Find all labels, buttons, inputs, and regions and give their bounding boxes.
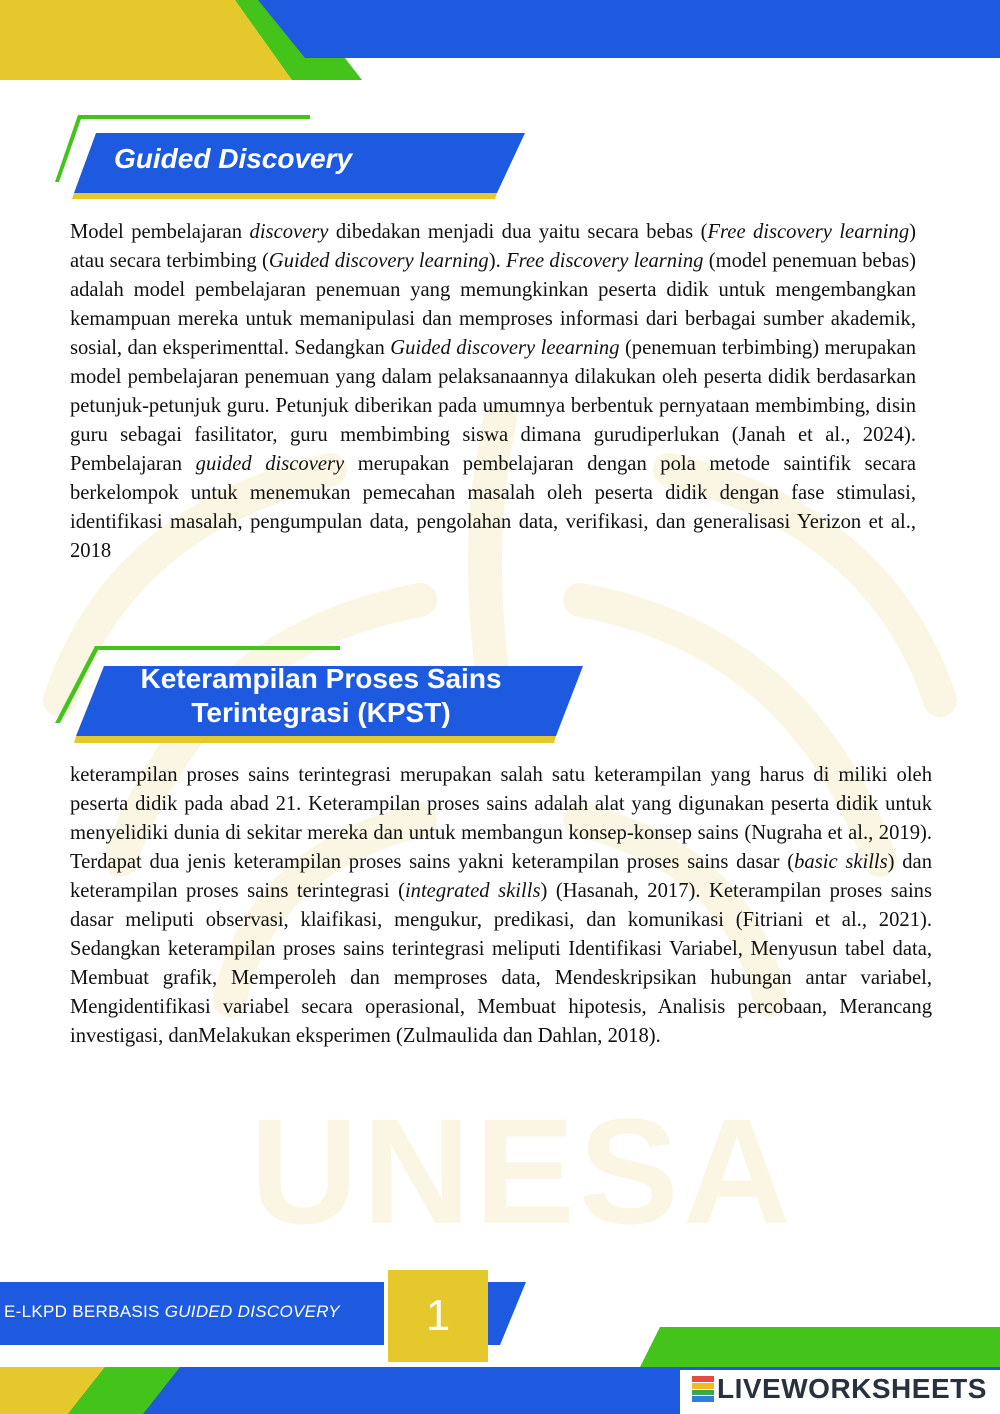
heading2-yellow-stripe: [74, 736, 556, 743]
footer-label: [4, 1302, 340, 1322]
section-title-guided-discovery: Guided Discovery: [114, 143, 353, 174]
top-blue-band: [258, 0, 1000, 58]
italic-term: Free discovery learning: [506, 250, 704, 272]
italic-term: basic skills: [794, 851, 888, 873]
liveworksheets-wordmark: LIVEWORKSHEETS: [717, 1373, 987, 1404]
watermark-text: UNESA: [250, 1087, 796, 1255]
logo-block-l: [692, 1376, 714, 1382]
text-segment: ).: [488, 250, 507, 272]
text-segment: dibedakan menjadi dua yaitu secara bebas (: [328, 221, 708, 243]
text-segment: ) atau secara terbimbing (: [70, 221, 916, 272]
kpst-paragraph: [70, 761, 932, 1051]
italic-term: guided discovery: [195, 453, 345, 475]
text-segment: (model penemuan bebas) adalah model pembelajaran penemuan yang memungkinkan peserta didik untuk mengembangkan kemampuan mereka untuk memanipulasi dan memproses informasi dari berbagai sumber akademik, sosial, dan eksperimenttal. Sedangkan: [70, 250, 916, 359]
footer-label-prefix: E-LKPD BERBASIS: [4, 1302, 165, 1321]
italic-term: integrated skills: [404, 880, 541, 902]
liveworksheets-icon: [692, 1376, 714, 1402]
text-segment: ) (Hasanah, 2017). Keterampilan proses sains dasar meliputi observasi, klaifikasi, mengukur, predikasi, dan komunikasi (Fitriani et al., 2021). Sedangkan keterampilan proses sains terintegrasi meliputi Identifikasi Variabel, Menyusun tabel data, Membuat grafik, Memperoleh dan memproses data, Mendeskripsikan hubungan antar variabel, Mengidentifikasi variabel secara operasional, Membuat hipotesis, Analisis percobaan, Merancang investigasi, danMelakukan eksperimen (Zulmaulida dan Dahlan, 2018).: [70, 880, 932, 1047]
bottom-green-band: [640, 1327, 1000, 1367]
text-segment: keterampilan proses sains terintegrasi merupakan salah satu keterampilan yang harus di miliki oleh peserta didik pada abad 21. Keterampilan proses sains adalah alat yang digunakan peserta didik untuk menyelidiki dunia di sekitar mereka dan untuk membangun konsep-konsep sains (Nugraha et al., 2019). Terdapat dua jenis keterampilan proses sains yakni keterampilan proses sains dasar (: [70, 764, 932, 873]
footer-label-italic: GUIDED DISCOVERY: [164, 1302, 340, 1321]
text-segment: Model pembelajaran: [70, 221, 250, 243]
section-title-kpst: [96, 662, 546, 730]
footer-blue-tail: [488, 1282, 526, 1345]
text-segment: ) dan keterampilan proses sains terintegrasi (: [70, 851, 932, 902]
guided-discovery-paragraph: [70, 218, 916, 566]
italic-term: Guided discovery leearning: [390, 337, 620, 359]
italic-term: Guided discovery learning: [268, 250, 489, 272]
section-title-kpst-line1: Keterampilan Proses Sains: [140, 663, 502, 694]
section-title-kpst-line2: Terintegrasi (KPST): [191, 697, 451, 728]
italic-term: discovery: [249, 221, 329, 243]
logo-block-v: [692, 1390, 714, 1396]
text-segment: merupakan pembelajaran dengan pola metode saintifik secara berkelompok untuk menemukan pemecahan masalah oleh peserta didik dengan fase stimulasi, identifikasi masalah, pengumpulan data, pengolahan data, verifikasi, dan generalisasi Yerizon et al., 2018: [70, 453, 917, 562]
logo-block-i: [692, 1383, 714, 1389]
page-number: 1: [425, 1291, 451, 1340]
heading1-yellow-stripe: [72, 193, 497, 199]
logo-block-e: [692, 1396, 714, 1402]
liveworksheets-logo[interactable]: [692, 1372, 987, 1406]
italic-term: Free discovery learning: [707, 221, 910, 243]
text-segment: (penemuan terbimbing) merupakan model pembelajaran penemuan yang dalam pelaksanaannya dilakukan oleh peserta didik berdasarkan petunjuk-petunjuk guru. Petunjuk diberikan pada umumnya berbentuk pernyataan membimbing, disin guru sebagai fasilitator, guru membimbing siswa dimana gurudiperlukan (Janah et al., 2024). Pembelajaran: [70, 337, 916, 475]
